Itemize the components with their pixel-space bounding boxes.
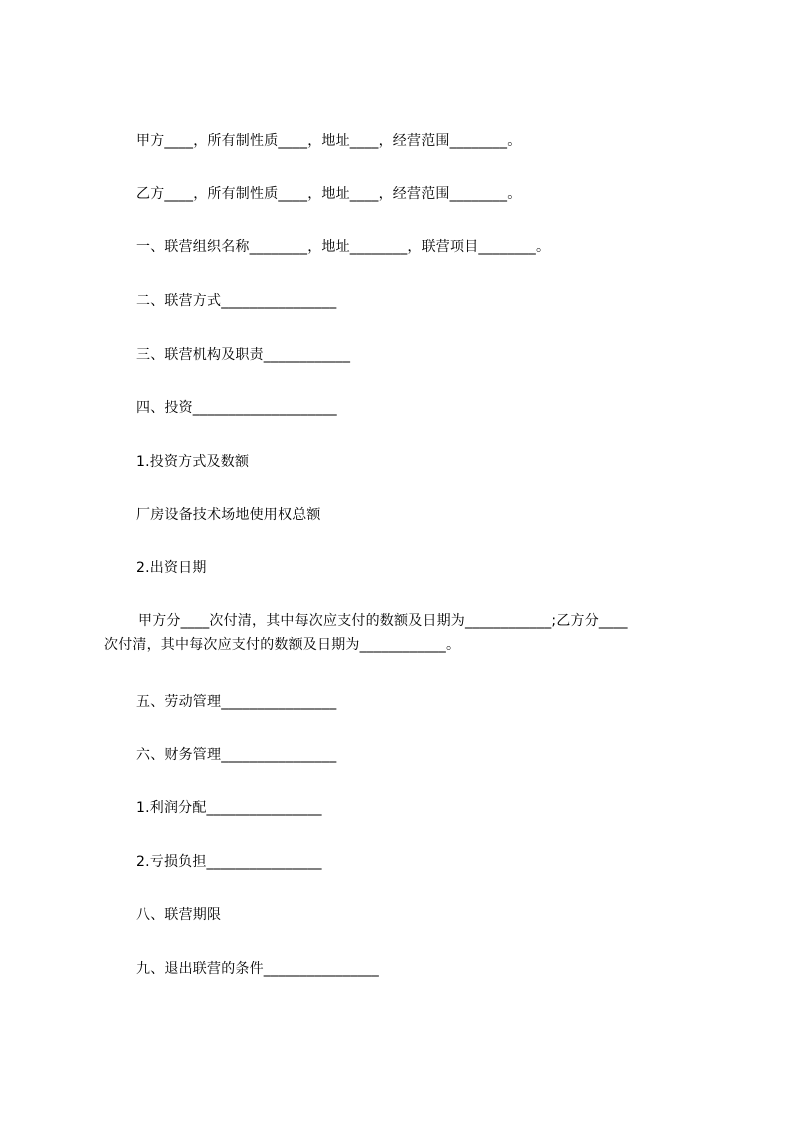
section-2-joint-method: 二、联营方式________________ — [136, 293, 337, 309]
item-1-investment-method: 1.投资方式及数额 — [136, 454, 250, 470]
item-2-contribution-date: 2.出资日期 — [136, 560, 207, 576]
party-b-line: 乙方____，所有制性质____，地址____，经营范围________。 — [136, 186, 522, 202]
section-1-joint-org: 一、联营组织名称________，地址________，联营项目________。 — [136, 239, 551, 255]
section-8-term: 八、联营期限 — [136, 907, 222, 923]
payment-paragraph-line-1: 甲方分____次付清，其中每次应支付的数额及日期为____________;乙方分____ — [138, 613, 628, 629]
section-9-exit-conditions: 九、退出联营的条件________________ — [136, 961, 379, 977]
investment-assets-line: 厂房设备技术场地使用权总额 — [136, 507, 321, 523]
section-3-org-duties: 三、联营机构及职责____________ — [136, 347, 351, 363]
section-6-finance: 六、财务管理________________ — [136, 747, 337, 763]
party-a-line: 甲方____，所有制性质____，地址____，经营范围________。 — [136, 133, 522, 149]
item-2-loss-bearing: 2.亏损负担________________ — [136, 854, 322, 870]
section-5-labor: 五、劳动管理________________ — [136, 694, 337, 710]
item-1-profit-distribution: 1.利润分配________________ — [136, 800, 322, 816]
section-4-investment: 四、投资____________________ — [136, 400, 337, 416]
payment-paragraph-line-2: 次付清，其中每次应支付的数额及日期为____________。 — [104, 637, 461, 653]
payment-paragraph — [104, 611, 704, 655]
